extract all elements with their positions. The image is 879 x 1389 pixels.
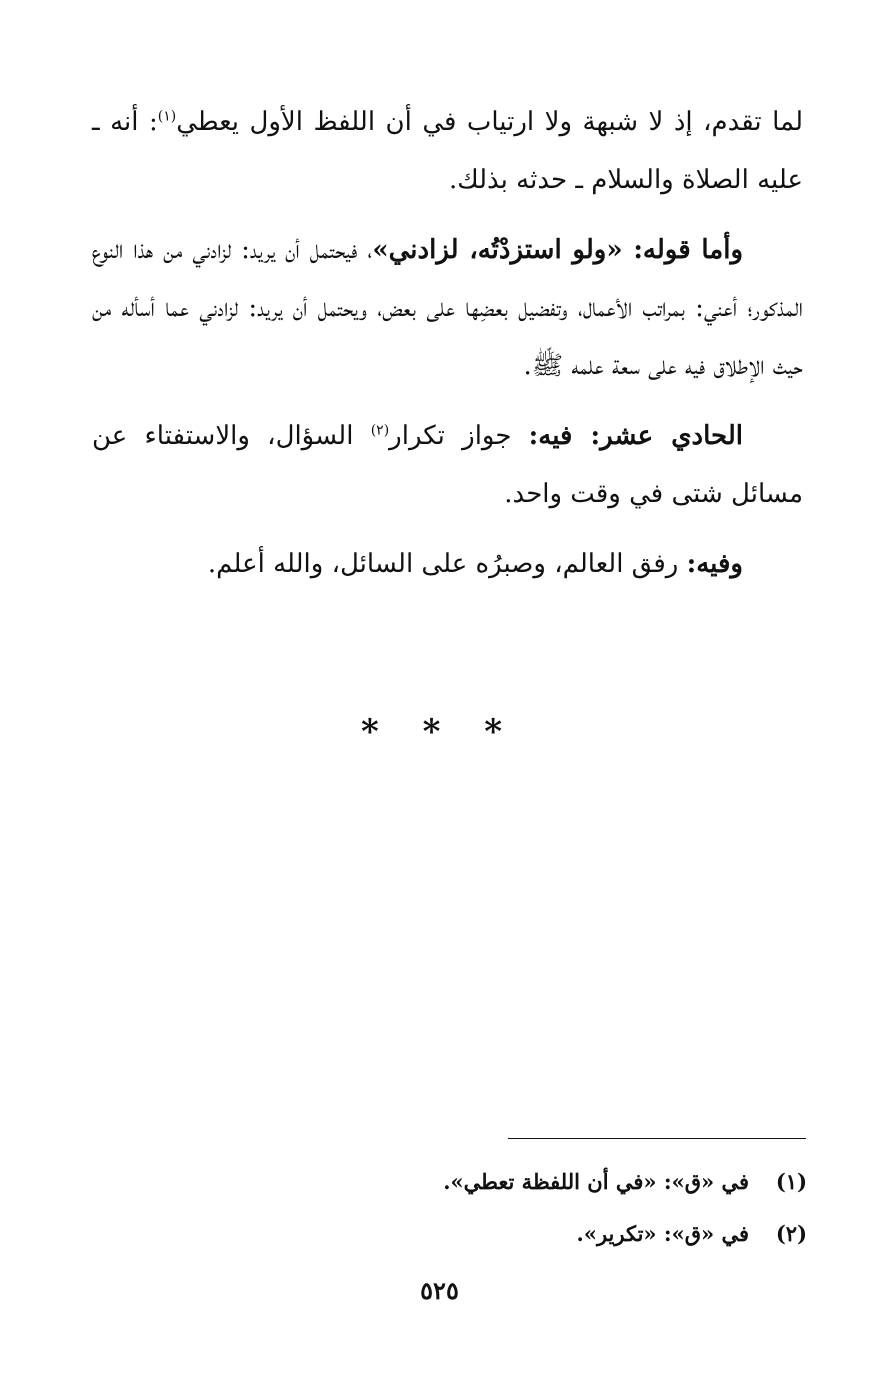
paragraph-4: وفيه: رفق العالم، وصبرُه على السائل، والله أعلم. (207, 549, 743, 579)
paragraph-1: لما تقدم، إذ لا شبهة ولا ارتياب في أن اللفظ الأول يعطي$^{(١)}$: أنه ـ عليه الصلاة والسلام ـ حدثه بذلك. (92, 107, 804, 195)
footnote-number: (١) (775, 1169, 807, 1194)
paragraph-3: الحادي عشر: فيه: جواز تكرار$^{(٢)}$ السؤال، والاستفتاء عن مسائل شتى في وقت واحد. (92, 421, 803, 509)
footnote-text: في «ق»: «في أن اللفظة تعطي». (443, 1169, 749, 1194)
footnote-2 (300, 1208, 807, 1260)
footnote-1 (300, 1156, 807, 1208)
footnotes (300, 1156, 807, 1260)
footnote-ref-1: (١) (157, 108, 177, 125)
footnote-text: في «ق»: «تكرير». (576, 1221, 749, 1246)
paragraph-2: وأما قوله: «ولو استزدْتُه، لزادني»، فيحتمل أن يريد: لزادني من هذا النوع المذكور؛ أعني: بمراتب الأعمال، وتفضيل بعضِها على بعض، ويحتمل أن يريد: لزادني عما أسأله من حيث الإطلاق فيه على سعة علمه ﷺ. (92, 235, 803, 381)
section-heading: الحادي عشر: فيه: (528, 421, 743, 451)
page-number: ٥٢٥ (420, 1276, 459, 1305)
section-separator: * * * (360, 712, 518, 752)
hadith-quote: «ولو استزدْتُه، لزادني» (372, 235, 623, 265)
body-text (92, 93, 803, 605)
footnote-ref-2: (٢) (370, 422, 390, 439)
footnote-divider (508, 1138, 806, 1139)
footnote-number: (٢) (775, 1221, 807, 1246)
